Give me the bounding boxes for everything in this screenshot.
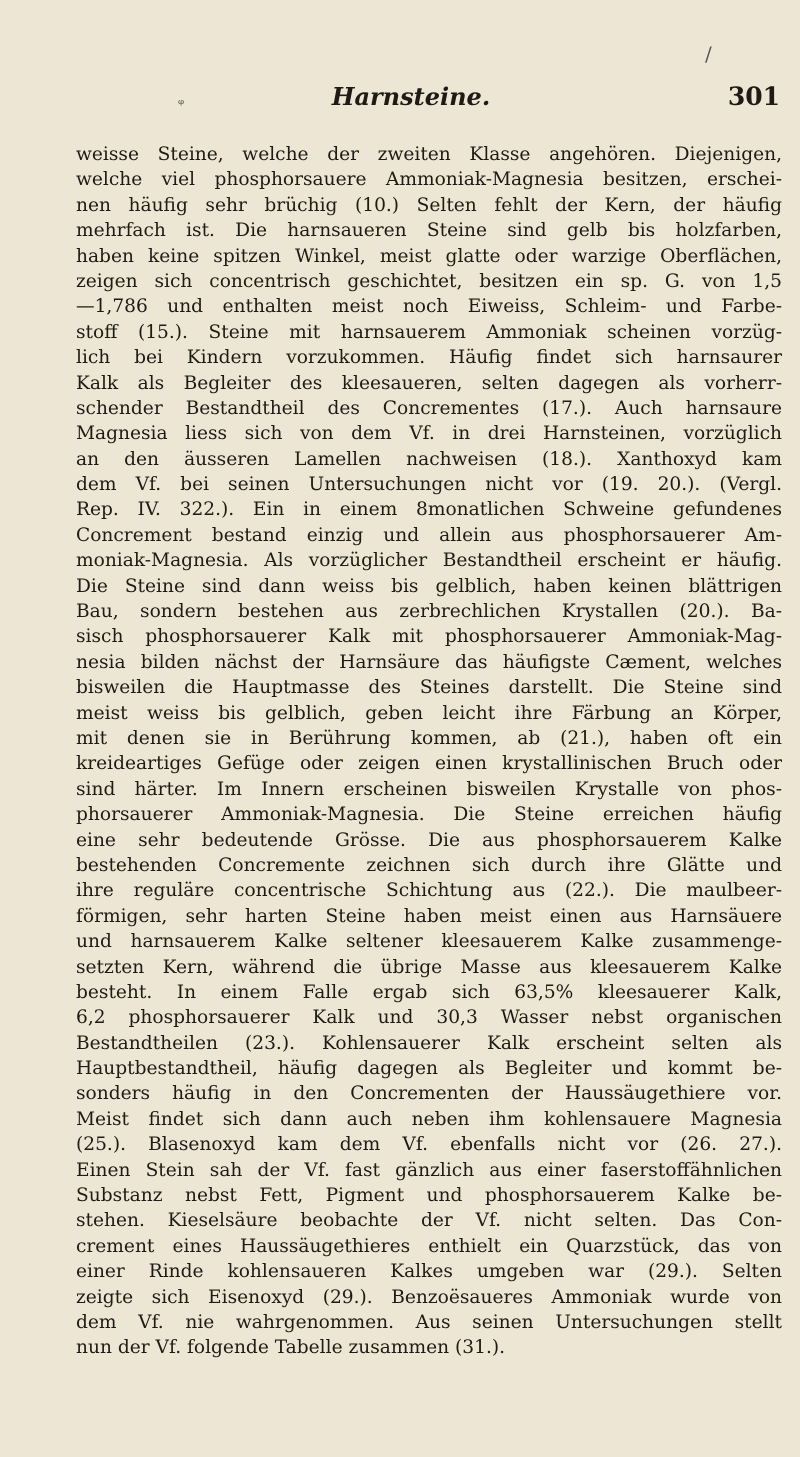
pencil-mark-top: / — [705, 42, 712, 66]
text-line: Rep. IV. 322.). Ein in einem 8monatlichen Schweine gefundenes — [76, 499, 782, 521]
text-line: haben keine spitzen Winkel, meist glatte oder warzige Oberflächen, — [76, 245, 782, 267]
text-line: sisch phosphorsauerer Kalk mit phosphorsauerer Ammoniak-Mag- — [76, 626, 782, 648]
text-line: schender Bestandtheil des Concrementes (17.). Auch harnsaure — [76, 397, 782, 419]
text-line: bestehenden Concremente zeichnen sich durch ihre Glätte und — [76, 854, 782, 876]
text-line: welche viel phosphorsauere Ammoniak-Magnesia besitzen, erschei- — [76, 169, 782, 191]
text-line: sonders häufig in den Concrementen der Haussäugethiere vor. — [76, 1083, 782, 1105]
running-title: Harnsteine. — [331, 82, 491, 111]
text-line: Magnesia liess sich von dem Vf. in drei Harnsteinen, vorzüglich — [76, 423, 782, 445]
text-line: nen häufig sehr brüchig (10.) Selten fehlt der Kern, der häufig — [76, 194, 782, 216]
text-line: dem Vf. nie wahrgenommen. Aus seinen Untersuchungen stellt — [76, 1311, 782, 1333]
text-line: eine sehr bedeutende Grösse. Die aus phosphorsauerem Kalke — [76, 829, 782, 851]
text-line: zeigen sich concentrisch geschichtet, besitzen ein sp. G. von 1,5 — [76, 270, 782, 292]
text-line: weisse Steine, welche der zweiten Klasse angehören. Diejenigen, — [76, 144, 782, 165]
body-paragraph — [76, 142, 782, 1361]
text-line: mehrfach ist. Die harnsaueren Steine sind gelb bis holzfarben, — [76, 220, 782, 242]
ink-speck: ᵩ — [178, 92, 185, 108]
page-number: 301 — [727, 82, 780, 111]
text-line: meist weiss bis gelblich, geben leicht ihre Färbung an Körper, — [76, 702, 782, 724]
text-line: crement eines Haussäugethieres enthielt ein Quarzstück, das von — [76, 1235, 782, 1257]
text-line: und harnsauerem Kalke seltener kleesauerem Kalke zusammenge- — [76, 931, 782, 953]
text-line: einer Rinde kohlensaueren Kalkes umgeben war (29.). Selten — [76, 1261, 782, 1283]
text-line: (25.). Blasenoxyd kam dem Vf. ebenfalls nicht vor (26. 27.). — [76, 1134, 782, 1156]
text-line: Concrement bestand einzig und allein aus phosphorsauerer Am- — [76, 524, 782, 546]
text-line: Bestandtheilen (23.). Kohlensauerer Kalk erscheint selten als — [76, 1032, 782, 1054]
text-line: 6,2 phosphorsauerer Kalk und 30,3 Wasser nebst organischen — [76, 1007, 782, 1029]
text-line: kreideartiges Gefüge oder zeigen einen krystallinischen Bruch oder — [76, 753, 782, 775]
text-line: nun der Vf. folgende Tabelle zusammen (31.). — [76, 1337, 506, 1359]
text-line: Substanz nebst Fett, Pigment und phosphorsauerem Kalke be- — [76, 1185, 782, 1207]
page-header — [76, 82, 792, 122]
text-line: setzten Kern, während die übrige Masse aus kleesauerem Kalke — [76, 956, 782, 978]
text-line: dem Vf. bei seinen Untersuchungen nicht vor (19. 20.). (Vergl. — [76, 474, 782, 496]
text-line: ihre reguläre concentrische Schichtung aus (22.). Die maulbeer- — [76, 880, 782, 902]
text-line: Meist findet sich dann auch neben ihm kohlensauere Magnesia — [76, 1108, 782, 1130]
text-line: besteht. In einem Falle ergab sich 63,5% kleesauerer Kalk, — [76, 981, 782, 1003]
text-line: lich bei Kindern vorzukommen. Häufig findet sich harnsaurer — [76, 347, 782, 369]
text-line: Einen Stein sah der Vf. fast gänzlich aus einer faserstoffähnlichen — [76, 1159, 782, 1181]
text-line: nesia bilden nächst der Harnsäure das häufigste Cæment, welches — [76, 651, 782, 673]
text-line: stoff (15.). Steine mit harnsauerem Ammoniak scheinen vorzüg- — [76, 321, 782, 343]
text-line: an den äusseren Lamellen nachweisen (18.). Xanthoxyd kam — [76, 448, 782, 470]
text-line: —1,786 und enthalten meist noch Eiweiss, Schleim- und Farbe- — [76, 296, 782, 318]
text-line: stehen. Kieselsäure beobachte der Vf. nicht selten. Das Con- — [76, 1210, 782, 1232]
text-line: zeigte sich Eisenoxyd (29.). Benzoësaueres Ammoniak wurde von — [76, 1286, 782, 1308]
text-line: förmigen, sehr harten Steine haben meist einen aus Harnsäuere — [76, 905, 782, 927]
text-line: Hauptbestandtheil, häufig dagegen als Begleiter und kommt be- — [76, 1058, 782, 1080]
text-line: Die Steine sind dann weiss bis gelblich, haben keinen blättrigen — [76, 575, 782, 597]
text-line: Kalk als Begleiter des kleesaueren, selten dagegen als vorherr- — [76, 372, 782, 394]
text-line: mit denen sie in Berührung kommen, ab (21.), haben oft ein — [76, 727, 782, 749]
text-line: phorsauerer Ammoniak-Magnesia. Die Steine erreichen häufig — [76, 804, 782, 826]
text-line: moniak-Magnesia. Als vorzüglicher Bestandtheil erscheint er häufig. — [76, 550, 782, 572]
text-line: Bau, sondern bestehen aus zerbrechlichen Krystallen (20.). Ba- — [76, 601, 782, 623]
text-line: bisweilen die Hauptmasse des Steines darstellt. Die Steine sind — [76, 677, 782, 699]
text-line: sind härter. Im Innern erscheinen bisweilen Krystalle von phos- — [76, 778, 782, 800]
